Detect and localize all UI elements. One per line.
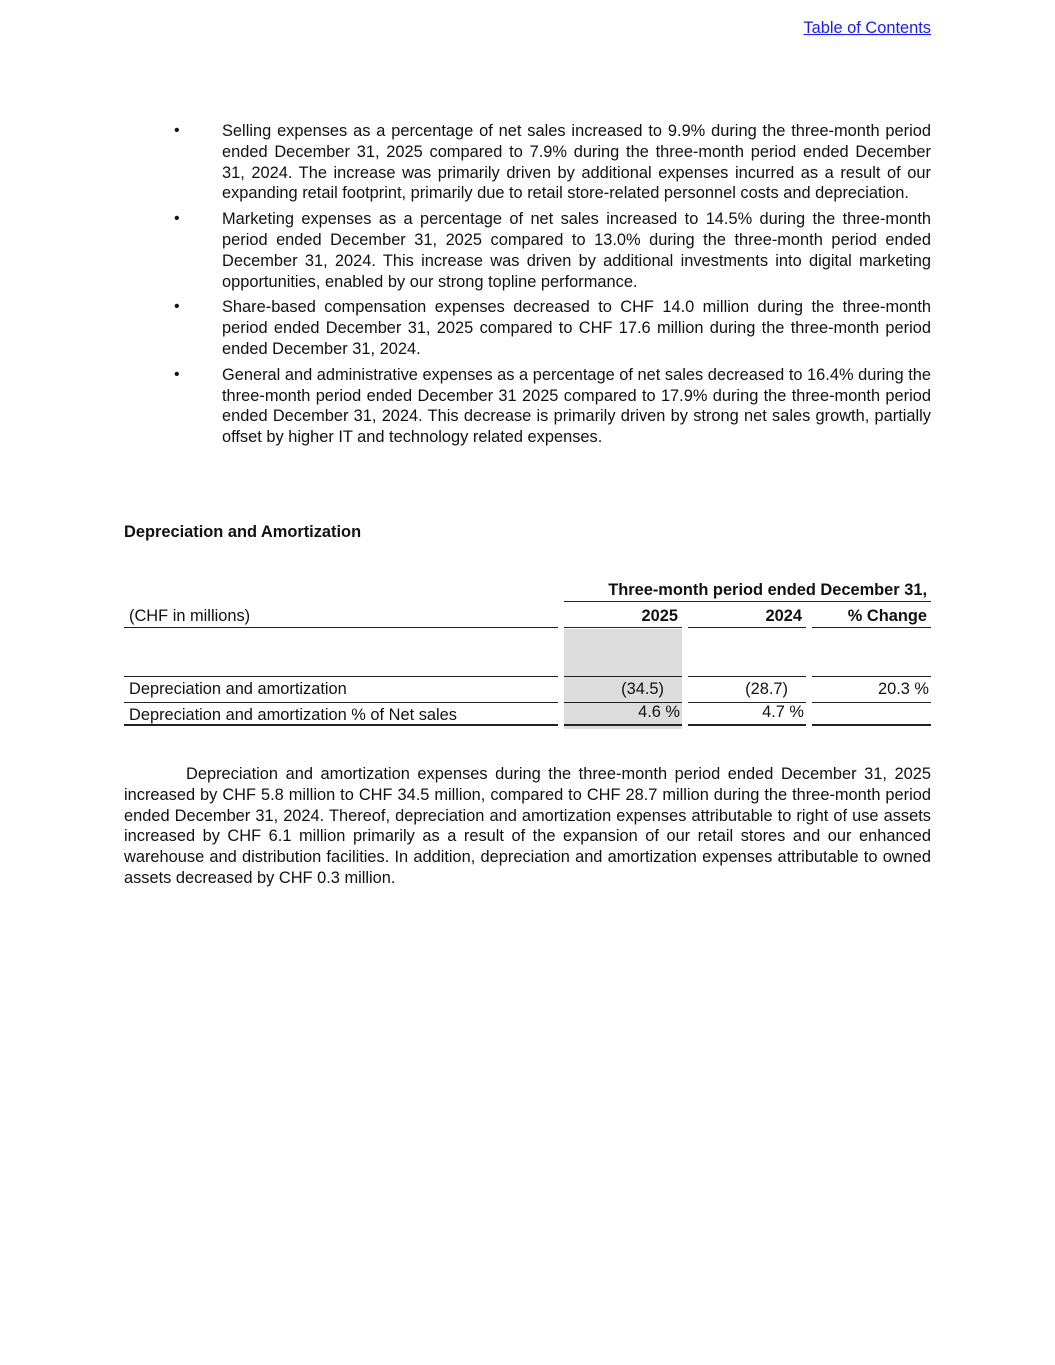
units-label: (CHF in millions) [124, 604, 558, 628]
expense-bullet-list [124, 121, 931, 453]
bullet-share-based-compensation [124, 297, 931, 359]
bullet-selling-expenses [124, 121, 931, 204]
cell-depreciation-change: 20.3 % [812, 676, 931, 700]
cell-depreciation-2024: (28.7) [688, 676, 806, 700]
bullet-dot-icon: • [174, 210, 180, 228]
depreciation-table [124, 578, 931, 738]
row-label-depreciation: Depreciation and amortization [124, 676, 558, 700]
cell-depreciation-2025: (34.5) [564, 676, 682, 700]
bullet-dot-icon: • [174, 365, 180, 383]
column-header-change: % Change [812, 604, 931, 628]
bullet-dot-icon: • [174, 298, 180, 316]
column-header-2025: 2025 [564, 604, 682, 628]
period-header: Three-month period ended December 31, [564, 578, 931, 602]
bullet-text: Share-based compensation expenses decreased to CHF 14.0 million during the three-month period ended December 31, 2025 compared to CHF 17.6 million during the three-month period ended December 31, 2024. [222, 298, 931, 358]
bullet-general-administrative [124, 365, 931, 448]
bullet-marketing-expenses [124, 209, 931, 292]
cell-depreciation-pct-2024 [688, 702, 806, 726]
value-text: 4.6 % [638, 703, 680, 721]
table-of-contents-link[interactable]: Table of Contents [803, 19, 931, 37]
depreciation-paragraph: Depreciation and amortization expenses during the three-month period ended December 31, 2025 increased by CHF 5.8 million to CHF 34.5 million, compared to CHF 28.7 million during the three-month period ended December 31, 2024. Thereof, depreciation and amortization expenses attributable to right of use assets increased by CHF 6.1 million primarily as a result of the expansion of our retail stores and our enhanced warehouse and distribution facilities. In addition, depreciation and amortization expenses attributable to owned assets decreased by CHF 0.3 million. [124, 765, 931, 887]
bullet-text: General and administrative expenses as a percentage of net sales decreased to 16.4% during the three-month period ended December 31 2025 compared to 17.9% during the three-month period ended December 31, 2024. This decrease is primarily driven by strong net sales growth, partially offset by higher IT and technology related expenses. [222, 365, 931, 447]
bullet-dot-icon: • [174, 122, 180, 139]
row-label-depreciation-pct: Depreciation and amortization % of Net sales [124, 702, 558, 726]
bullet-text: Selling expenses as a percentage of net sales increased to 9.9% during the three-month period ended December 31, 2025 compared to 7.9% during the three-month period ended December 31, 2024. The increase was primarily driven by additional expenses incurred as a result of our expanding retail footprint, primarily due to retail store-related personnel costs and depreciation. [222, 122, 931, 203]
value-text: 4.7 % [762, 703, 804, 721]
cell-depreciation-pct-2025 [564, 702, 682, 726]
cell-depreciation-pct-change [812, 702, 931, 726]
bullet-text: Marketing expenses as a percentage of net sales increased to 14.5% during the three-month period ended December 31, 2025 compared to 13.0% during the three-month period ended December 31, 2024. This increase was driven by additional investments into digital marketing opportunities, enabled by our strong topline performance. [222, 210, 931, 291]
column-header-2024: 2024 [688, 604, 806, 628]
section-heading: Depreciation and Amortization [124, 523, 362, 541]
